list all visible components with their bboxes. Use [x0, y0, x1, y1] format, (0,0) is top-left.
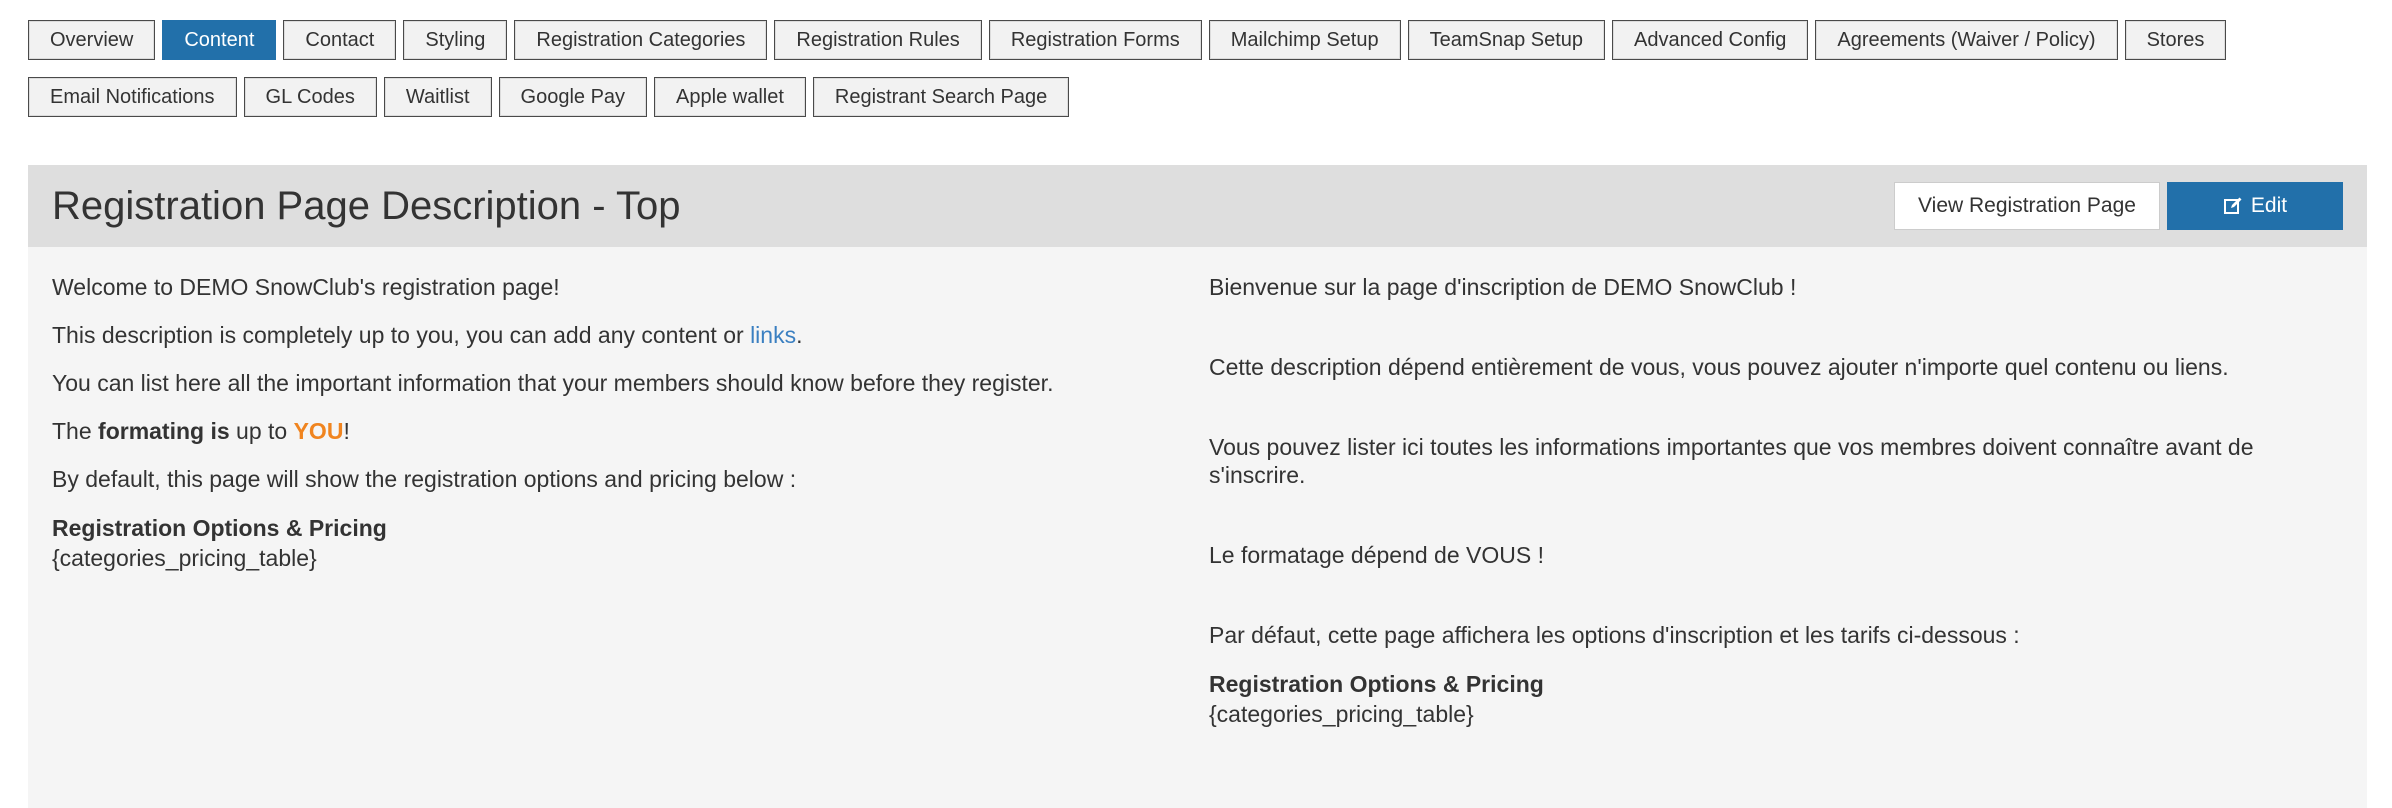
edit-button[interactable]: [2167, 182, 2343, 230]
en-options-placeholder: {categories_pricing_table}: [52, 545, 317, 571]
description-content: [28, 247, 2367, 729]
tab-waitlist[interactable]: Waitlist: [384, 77, 492, 117]
fr-options-title: Registration Options & Pricing: [1209, 671, 1544, 697]
en-formatting-end: !: [343, 418, 350, 444]
en-default-text: By default, this page will show the registration options and pricing below :: [52, 466, 797, 492]
edit-icon: [2223, 196, 2243, 216]
tab-registration-rules[interactable]: Registration Rules: [774, 20, 981, 60]
tab-contact[interactable]: Contact: [283, 20, 396, 60]
tab-registration-forms[interactable]: Registration Forms: [989, 20, 1202, 60]
tab-gl-codes[interactable]: GL Codes: [244, 77, 377, 117]
tab-mailchimp-setup[interactable]: Mailchimp Setup: [1209, 20, 1401, 60]
description-panel: [28, 165, 2367, 808]
en-formatting-the: The: [52, 418, 99, 444]
tab-registration-categories[interactable]: Registration Categories: [514, 20, 767, 60]
fr-description-text: Cette description dépend entièrement de vous, vous pouvez ajouter n'importe quel contenu ou liens.: [1209, 354, 2229, 380]
links-link[interactable]: links: [750, 322, 797, 348]
en-options-title: Registration Options & Pricing: [52, 515, 387, 541]
fr-info-text: Vous pouvez lister ici toutes les informations importantes que vos membres doivent connaître avant de s'inscrire.: [1209, 434, 2254, 488]
fr-formatting-text: Le formatage dépend de VOUS !: [1209, 542, 1544, 568]
english-description: [52, 273, 1209, 729]
tab-google-pay[interactable]: Google Pay: [499, 77, 648, 117]
tab-navigation: [28, 20, 2368, 134]
tab-teamsnap-setup[interactable]: TeamSnap Setup: [1408, 20, 1605, 60]
en-formatting-mid: up to: [229, 418, 294, 444]
tab-row-1: [28, 20, 2368, 60]
en-welcome-text: Welcome to DEMO SnowClub's registration page!: [52, 274, 560, 300]
en-formatting-you: YOU: [293, 418, 344, 444]
fr-options-placeholder: {categories_pricing_table}: [1209, 701, 1474, 727]
tab-apple-wallet[interactable]: Apple wallet: [654, 77, 806, 117]
tab-email-notifications[interactable]: Email Notifications: [28, 77, 237, 117]
en-description-prefix: This description is completely up to you, you can add any content or: [52, 322, 751, 348]
tab-styling[interactable]: Styling: [403, 20, 507, 60]
en-formatting-bold: formating is: [98, 418, 230, 444]
en-description-text: [52, 321, 1209, 349]
french-description: [1209, 273, 2343, 729]
tab-stores[interactable]: Stores: [2125, 20, 2227, 60]
en-formatting-text: [52, 417, 1209, 445]
panel-header: [28, 165, 2367, 247]
view-registration-page-button[interactable]: View Registration Page: [1894, 182, 2160, 230]
tab-advanced-config[interactable]: Advanced Config: [1612, 20, 1808, 60]
tab-row-2: [28, 77, 2368, 117]
tab-agreements[interactable]: Agreements (Waiver / Policy): [1815, 20, 2117, 60]
tab-registrant-search-page[interactable]: Registrant Search Page: [813, 77, 1069, 117]
en-info-text: You can list here all the important information that your members should know before they register.: [52, 370, 1054, 396]
edit-button-label: Edit: [2250, 194, 2288, 217]
tab-overview[interactable]: Overview: [28, 20, 155, 60]
fr-default-text: Par défaut, cette page affichera les options d'inscription et les tarifs ci-dessous :: [1209, 622, 2020, 648]
fr-welcome-text: Bienvenue sur la page d'inscription de DEMO SnowClub !: [1209, 274, 1797, 300]
en-description-suffix: .: [796, 322, 803, 348]
page-title: Registration Page Description - Top: [52, 183, 681, 228]
tab-content[interactable]: Content: [162, 20, 276, 60]
header-actions: [1894, 182, 2343, 230]
